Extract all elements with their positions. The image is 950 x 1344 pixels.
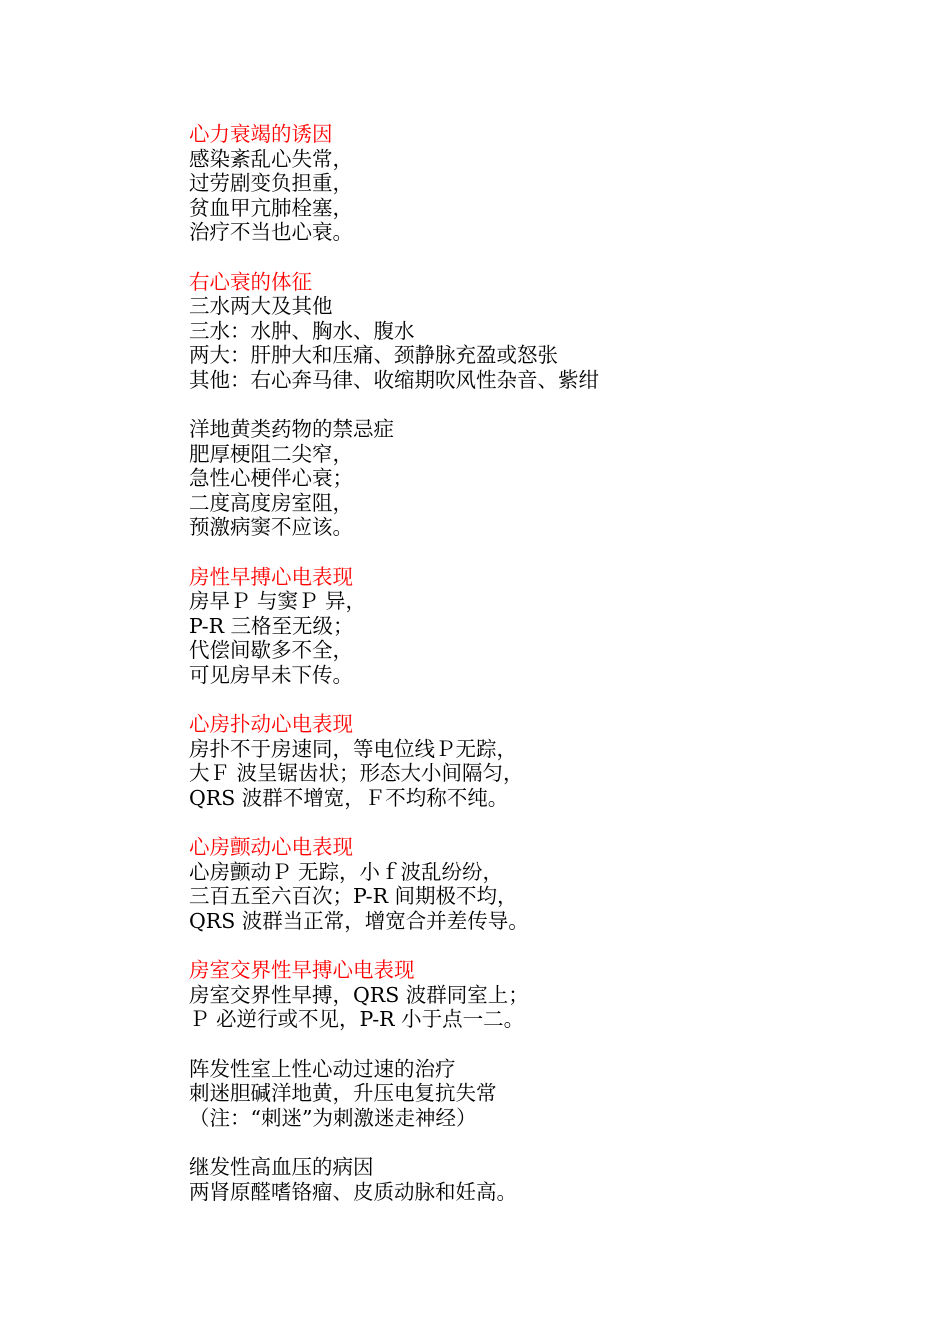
section-svt-treatment xyxy=(189,1057,889,1131)
section-title: 房室交界性早搏心电表现 xyxy=(189,958,415,982)
section-right-heart-failure-signs xyxy=(189,270,889,393)
section-heart-failure-triggers xyxy=(189,122,889,245)
section-line: 急性心梗伴心衰； xyxy=(189,466,353,490)
section-line: 贫血甲亢肺栓塞， xyxy=(189,195,353,220)
section-line: QRS 波群不增宽，Ｆ不均称不纯。 xyxy=(189,785,509,810)
section-title: 房性早搏心电表现 xyxy=(189,564,353,589)
section-title: 心房颤动心电表现 xyxy=(189,835,353,859)
section-line: 房早Ｐ 与窦Ｐ 异， xyxy=(189,589,367,613)
section-line: 感染紊乱心失常， xyxy=(189,146,353,171)
section-line: 大Ｆ 波呈锯齿状；形态大小间隔匀， xyxy=(189,761,524,785)
section-line: 代偿间歇多不全， xyxy=(189,638,353,662)
section-line: 刺迷胆碱洋地黄，升压电复抗失常 xyxy=(189,1081,497,1105)
section-line: 房室交界性早搏，QRS 波群同室上； xyxy=(189,982,529,1007)
section-secondary-hypertension-causes xyxy=(189,1155,889,1204)
section-line: 两肾原醛嗜铬瘤、皮质动脉和妊高。 xyxy=(189,1179,517,1204)
section-line: 三水：水肿、胸水、腹水 xyxy=(189,318,415,343)
section-line: 可见房早未下传。 xyxy=(189,662,353,687)
section-line: 预激病窦不应该。 xyxy=(189,515,353,539)
section-line: QRS 波群当正常，增宽合并差传导。 xyxy=(189,908,529,933)
section-line: 三水两大及其他 xyxy=(189,294,333,318)
section-atrial-flutter-ecg xyxy=(189,712,889,810)
section-line: 心房颤动Ｐ 无踪，小ｆ波乱纷纷， xyxy=(189,859,504,884)
section-line: 二度高度房室阻， xyxy=(189,490,353,515)
section-line: 其他：右心奔马律、收缩期吹风性杂音、紫绀 xyxy=(189,367,599,392)
section-line: 三百五至六百次；P-R 间期极不均， xyxy=(189,884,518,908)
section-line: P-R 三格至无级； xyxy=(189,613,354,638)
document-body xyxy=(189,122,889,1229)
section-title: 心力衰竭的诱因 xyxy=(189,122,333,146)
section-title: 右心衰的体征 xyxy=(189,269,312,294)
section-digitalis-contraindications xyxy=(189,417,889,540)
section-title: 洋地黄类药物的禁忌症 xyxy=(189,417,394,441)
section-title: 继发性高血压的病因 xyxy=(189,1155,374,1179)
section-junctional-premature-ecg xyxy=(189,958,889,1032)
section-line: 肥厚梗阻二尖窄， xyxy=(189,441,353,466)
section-line: 房扑不于房速同，等电位线Ｐ无踪， xyxy=(189,736,517,761)
section-atrial-premature-ecg xyxy=(189,565,889,688)
section-line: 过劳剧变负担重， xyxy=(189,171,353,195)
section-line: 治疗不当也心衰。 xyxy=(189,220,353,244)
section-line: Ｐ 必逆行或不见，P-R 小于点一二。 xyxy=(189,1007,525,1031)
section-title: 心房扑动心电表现 xyxy=(189,712,353,736)
section-title: 阵发性室上性心动过速的治疗 xyxy=(189,1056,456,1081)
section-atrial-fibrillation-ecg xyxy=(189,835,889,933)
section-line: （注：“刺迷”为刺激迷走神经） xyxy=(189,1105,477,1130)
section-line: 两大：肝肿大和压痛、颈静脉充盈或怒张 xyxy=(189,343,558,367)
